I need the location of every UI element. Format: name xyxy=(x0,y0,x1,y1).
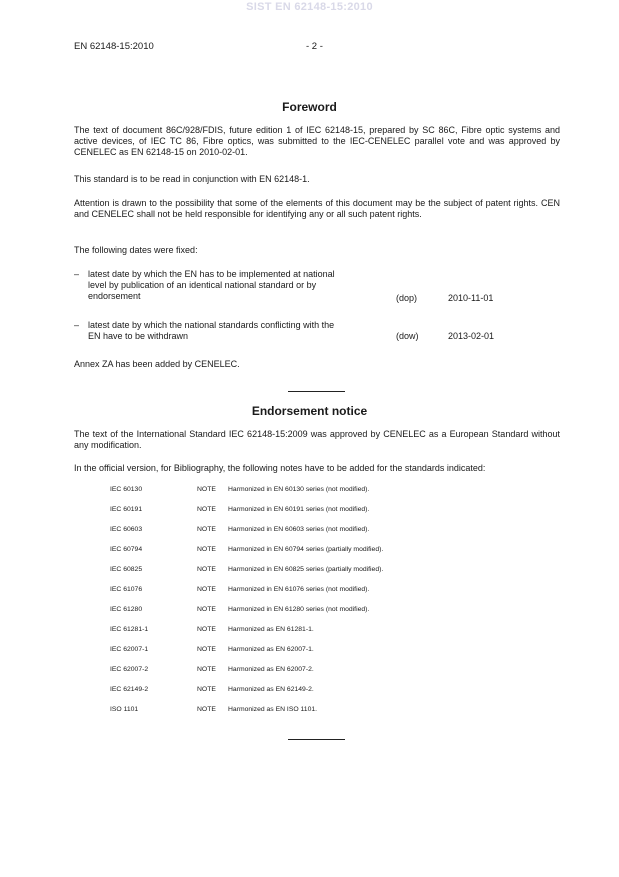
note-label: NOTE xyxy=(197,566,216,573)
note-label: NOTE xyxy=(197,546,216,553)
table-row xyxy=(110,486,510,495)
note-description: Harmonized as EN 61281-1. xyxy=(228,626,314,633)
table-row xyxy=(110,686,510,695)
foreword-title: Foreword xyxy=(282,100,337,114)
note-label: NOTE xyxy=(197,486,216,493)
note-description: Harmonized as EN 62007-2. xyxy=(228,666,314,673)
note-description: Harmonized in EN 60130 series (not modified). xyxy=(228,486,370,493)
note-label: NOTE xyxy=(197,606,216,613)
note-label: NOTE xyxy=(197,646,216,653)
table-row xyxy=(110,606,510,615)
note-label: NOTE xyxy=(197,706,216,713)
section-divider xyxy=(288,739,345,740)
standard-id: IEC 60794 xyxy=(110,546,143,553)
table-row xyxy=(110,546,510,555)
note-label: NOTE xyxy=(197,586,216,593)
table-row xyxy=(110,666,510,675)
standard-id: IEC 62007-1 xyxy=(110,646,149,653)
table-row xyxy=(110,506,510,515)
note-description: Harmonized in EN 61280 series (not modified). xyxy=(228,606,370,613)
date-value: 2010-11-01 xyxy=(448,293,494,303)
date-abbr: (dop) xyxy=(396,293,418,303)
note-label: NOTE xyxy=(197,686,216,693)
note-label: NOTE xyxy=(197,666,216,673)
note-description: Harmonized in EN 60603 series (not modified). xyxy=(228,526,370,533)
date-item-text: latest date by which the national standards conflicting with the EN have to be withdrawn xyxy=(88,320,335,341)
table-row xyxy=(110,566,510,575)
note-description: Harmonized in EN 60825 series (partially modified). xyxy=(228,566,384,573)
standard-id: IEC 61281-1 xyxy=(110,626,149,633)
watermark: SIST EN 62148-15:2010 xyxy=(246,1,373,13)
standard-id: IEC 61280 xyxy=(110,606,143,613)
annex-note: Annex ZA has been added by CENELEC. xyxy=(74,359,240,369)
note-label: NOTE xyxy=(197,506,216,513)
note-description: Harmonized as EN 62007-1. xyxy=(228,646,314,653)
standard-id: ISO 1101 xyxy=(110,706,139,713)
note-description: Harmonized in EN 60794 series (partially modified). xyxy=(228,546,384,553)
table-row xyxy=(110,586,510,595)
standard-id: IEC 62007-2 xyxy=(110,666,149,673)
standard-id: IEC 62149-2 xyxy=(110,686,149,693)
note-label: NOTE xyxy=(197,526,216,533)
foreword-paragraph: The text of document 86C/928/FDIS, future edition 1 of IEC 62148-15, prepared by SC 86C, Fibre optic systems and active devices, of IEC TC 86, Fibre optics, was submitted to the IEC-CENELEC parallel vote and was approved by CENELEC as EN 62148-15 on 2010-02-01. xyxy=(74,125,560,157)
standard-id: IEC 60825 xyxy=(110,566,143,573)
table-row xyxy=(110,526,510,535)
note-description: Harmonized in EN 61076 series (not modified). xyxy=(228,586,370,593)
foreword-paragraph: This standard is to be read in conjunction with EN 62148-1. xyxy=(74,174,310,184)
date-item-text: latest date by which the EN has to be implemented at national level by publication of an identical national standard or by endorsement xyxy=(88,269,335,301)
standard-id: IEC 60130 xyxy=(110,486,143,493)
table-row xyxy=(110,646,510,655)
list-dash: – xyxy=(74,269,80,279)
standard-id: IEC 61076 xyxy=(110,586,143,593)
note-label: NOTE xyxy=(197,626,216,633)
list-dash: – xyxy=(74,320,80,330)
date-abbr: (dow) xyxy=(396,331,419,341)
date-value: 2013-02-01 xyxy=(448,331,495,341)
section-divider xyxy=(288,391,345,392)
foreword-paragraph: The following dates were fixed: xyxy=(74,245,198,255)
header-page-number: - 2 - xyxy=(306,41,323,52)
standard-id: IEC 60191 xyxy=(110,506,143,513)
foreword-paragraph: Attention is drawn to the possibility that some of the elements of this document may be the subject of patent rights. CEN and CENELEC shall not be held responsible for identifying any or all such patent rights. xyxy=(74,198,560,219)
note-description: Harmonized as EN 62149-2. xyxy=(228,686,314,693)
note-description: Harmonized as EN ISO 1101. xyxy=(228,706,318,713)
endorsement-paragraph: In the official version, for Bibliography, the following notes have to be added for the standards indicated: xyxy=(74,463,486,473)
table-row xyxy=(110,706,510,715)
note-description: Harmonized in EN 60191 series (not modified). xyxy=(228,506,370,513)
header-doc-id: EN 62148-15:2010 xyxy=(74,41,154,52)
endorsement-title: Endorsement notice xyxy=(251,404,368,418)
table-row xyxy=(110,626,510,635)
endorsement-paragraph: The text of the International Standard IEC 62148-15:2009 was approved by CENELEC as a European Standard without any modification. xyxy=(74,429,560,450)
standard-id: IEC 60603 xyxy=(110,526,143,533)
